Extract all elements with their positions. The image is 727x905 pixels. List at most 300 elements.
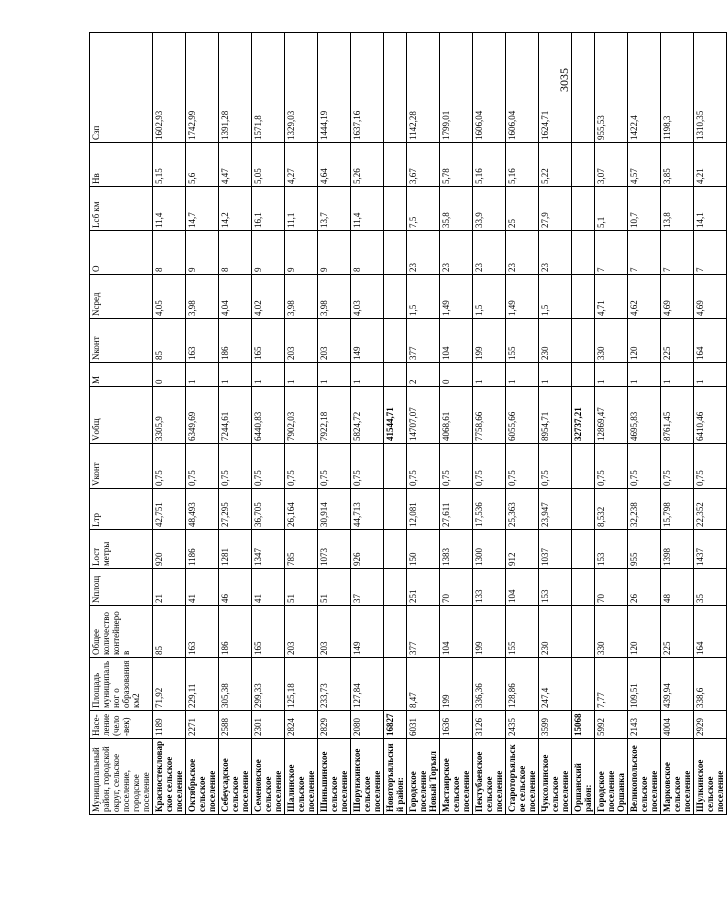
table-cell: 13,7: [318, 187, 351, 231]
table-cell: 26,164: [285, 489, 318, 530]
table-cell: 203: [318, 319, 351, 363]
table-cell: 21: [153, 569, 186, 606]
table-cell: 163: [186, 606, 219, 658]
table-cell: [384, 530, 407, 569]
table-cell: 155: [506, 606, 539, 658]
table-cell: 4,69: [694, 275, 727, 319]
row-name-cell: Чуксолинское сельское поселение: [539, 739, 572, 815]
table-cell: 153: [595, 530, 628, 569]
table-cell: [572, 363, 595, 387]
table-cell: 0,75: [285, 444, 318, 489]
table-row: [285, 33, 318, 815]
table-cell: 230: [539, 606, 572, 658]
table-cell: 2829: [318, 711, 351, 739]
table-cell: 3305,9: [153, 387, 186, 444]
table-cell: 3126: [473, 711, 506, 739]
table-cell: [572, 187, 595, 231]
table-cell: 8: [219, 231, 252, 275]
table-cell: 4004: [661, 711, 694, 739]
table-cell: 41: [252, 569, 285, 606]
table-cell: 32,238: [628, 489, 661, 530]
table-cell: 4,64: [318, 143, 351, 187]
table-cell: 1186: [186, 530, 219, 569]
table-cell: 22,352: [694, 489, 727, 530]
table-cell: 305,38: [219, 658, 252, 711]
table-cell: 109,51: [628, 658, 661, 711]
table-cell: 23: [407, 231, 440, 275]
table-cell: 203: [285, 606, 318, 658]
table-cell: 42,751: [153, 489, 186, 530]
table-cell: 5,16: [473, 143, 506, 187]
table-cell: 1: [219, 363, 252, 387]
table-cell: 12,081: [407, 489, 440, 530]
table-cell: 229,11: [186, 658, 219, 711]
table-cell: 1: [318, 363, 351, 387]
table-cell: 16827: [384, 711, 407, 739]
table-cell: 9: [252, 231, 285, 275]
table-cell: 1: [473, 363, 506, 387]
column-header: Nсред: [90, 275, 153, 319]
table-cell: 2: [407, 363, 440, 387]
table-header-row: [90, 33, 153, 815]
row-name-cell: Новоторъяльский район:: [384, 739, 407, 815]
table-body: [153, 33, 727, 815]
table-cell: 2824: [285, 711, 318, 739]
table-cell: 23: [473, 231, 506, 275]
table-cell: 336,36: [473, 658, 506, 711]
table-cell: 25: [506, 187, 539, 231]
table-cell: 11,1: [285, 187, 318, 231]
table-cell: 3,98: [318, 275, 351, 319]
table-cell: 10,7: [628, 187, 661, 231]
table-cell: 6440,83: [252, 387, 285, 444]
row-name-cell: Староторъяльское сельское поселение: [506, 739, 539, 815]
table-cell: 33,9: [473, 187, 506, 231]
table-cell: 9: [186, 231, 219, 275]
table-cell: 7: [661, 231, 694, 275]
table-cell: 85: [153, 319, 186, 363]
table-row: [539, 33, 572, 815]
table-cell: 6031: [407, 711, 440, 739]
row-name-cell: Красностекловарское сельское поселение: [153, 739, 186, 815]
table-cell: 4695,83: [628, 387, 661, 444]
table-cell: [384, 658, 407, 711]
table-cell: 1398: [661, 530, 694, 569]
table-cell: 165: [252, 319, 285, 363]
table-cell: 164: [694, 319, 727, 363]
table-cell: 1: [186, 363, 219, 387]
table-cell: 1: [285, 363, 318, 387]
table-cell: 23: [440, 231, 473, 275]
table-cell: 25,363: [506, 489, 539, 530]
table-cell: 149: [351, 606, 384, 658]
table-cell: 912: [506, 530, 539, 569]
table-cell: 186: [219, 319, 252, 363]
table-cell: 41544,71: [384, 387, 407, 444]
table-cell: 11,4: [153, 187, 186, 231]
table-cell: 4,69: [661, 275, 694, 319]
table-cell: 203: [285, 319, 318, 363]
table-cell: 299,33: [252, 658, 285, 711]
table-cell: 150: [407, 530, 440, 569]
row-name-cell: Шалинское сельское поселение: [285, 739, 318, 815]
table-cell: [384, 33, 407, 143]
table-cell: 1300: [473, 530, 506, 569]
table-cell: 3,07: [595, 143, 628, 187]
table-cell: 1422,4: [628, 33, 661, 143]
table-cell: 4,03: [351, 275, 384, 319]
table-cell: [384, 143, 407, 187]
table-cell: 2929: [694, 711, 727, 739]
table-cell: 3,85: [661, 143, 694, 187]
table-cell: 5,78: [440, 143, 473, 187]
row-name-cell: Мастаирское сельское поселение: [440, 739, 473, 815]
table-cell: 5,26: [351, 143, 384, 187]
table-cell: 1073: [318, 530, 351, 569]
table-cell: 1142,28: [407, 33, 440, 143]
table-cell: 6410,46: [694, 387, 727, 444]
table-cell: 0,75: [351, 444, 384, 489]
table-cell: 330: [595, 319, 628, 363]
table-cell: [384, 231, 407, 275]
table-cell: 5,6: [186, 143, 219, 187]
table-cell: 1: [351, 363, 384, 387]
table-cell: 920: [153, 530, 186, 569]
table-cell: 153: [539, 569, 572, 606]
table-cell: 9: [285, 231, 318, 275]
table-cell: 14,7: [186, 187, 219, 231]
table-cell: 164: [694, 606, 727, 658]
table-cell: 0,75: [252, 444, 285, 489]
table-cell: [572, 489, 595, 530]
table-cell: 70: [440, 569, 473, 606]
table-cell: 35: [694, 569, 727, 606]
table-cell: 6055,66: [506, 387, 539, 444]
table-cell: 23,947: [539, 489, 572, 530]
table-cell: 2143: [628, 711, 661, 739]
table-cell: 1: [252, 363, 285, 387]
table-cell: 0,75: [694, 444, 727, 489]
table-cell: 0,75: [506, 444, 539, 489]
column-header: Vобщ: [90, 387, 153, 444]
table-cell: 8761,45: [661, 387, 694, 444]
table-cell: 0,75: [186, 444, 219, 489]
table-cell: 3,67: [407, 143, 440, 187]
table-cell: 203: [318, 606, 351, 658]
table-cell: 7244,61: [219, 387, 252, 444]
table-row: [252, 33, 285, 815]
table-cell: 1310,35: [694, 33, 727, 143]
table-cell: 155: [506, 319, 539, 363]
table-cell: 36,705: [252, 489, 285, 530]
table-cell: 120: [628, 606, 661, 658]
table-cell: 0,75: [153, 444, 186, 489]
table-cell: 338,6: [694, 658, 727, 711]
column-header: Nплощ: [90, 569, 153, 606]
table-cell: 0,75: [661, 444, 694, 489]
data-table: [89, 32, 727, 815]
table-cell: 0: [440, 363, 473, 387]
row-name-cell: Октябрьское сельское поселение: [186, 739, 219, 815]
table-row: [661, 33, 694, 815]
table-cell: 12869,47: [595, 387, 628, 444]
table-cell: 7902,03: [285, 387, 318, 444]
table-cell: [384, 489, 407, 530]
table-cell: 23: [506, 231, 539, 275]
table-cell: 51: [285, 569, 318, 606]
table-cell: 2588: [219, 711, 252, 739]
page-number-text: 3035: [557, 68, 571, 92]
table-cell: 926: [351, 530, 384, 569]
row-name-cell: Себеусадское сельское поселение: [219, 739, 252, 815]
table-cell: 1383: [440, 530, 473, 569]
table-cell: 14,1: [694, 187, 727, 231]
table-cell: 1: [628, 363, 661, 387]
table-cell: 5,05: [252, 143, 285, 187]
table-cell: 1606,04: [473, 33, 506, 143]
table-cell: 104: [506, 569, 539, 606]
table-cell: 1742,99: [186, 33, 219, 143]
table-cell: 51: [318, 569, 351, 606]
table-cell: 7922,18: [318, 387, 351, 444]
table-cell: 1437: [694, 530, 727, 569]
table-cell: 377: [407, 606, 440, 658]
table-cell: 1189: [153, 711, 186, 739]
table-cell: 11,4: [351, 187, 384, 231]
table-cell: 2435: [506, 711, 539, 739]
table-row: [351, 33, 384, 815]
table-total-row: [384, 33, 407, 815]
table-cell: 27,9: [539, 187, 572, 231]
table-cell: 120: [628, 319, 661, 363]
table-cell: 230: [539, 319, 572, 363]
table-cell: 26: [628, 569, 661, 606]
table-cell: 8954,71: [539, 387, 572, 444]
table-cell: [384, 275, 407, 319]
table-cell: 0,75: [440, 444, 473, 489]
table-cell: 1: [694, 363, 727, 387]
row-name-cell: Городское поселение Оршанка: [595, 739, 628, 815]
table-cell: 1,5: [473, 275, 506, 319]
table-cell: 165: [252, 606, 285, 658]
table-cell: 1: [506, 363, 539, 387]
table-cell: 44,713: [351, 489, 384, 530]
table-cell: 0,75: [407, 444, 440, 489]
table-cell: 70: [595, 569, 628, 606]
table-cell: 7,77: [595, 658, 628, 711]
table-cell: 1: [661, 363, 694, 387]
table-cell: 35,8: [440, 187, 473, 231]
table-cell: [384, 444, 407, 489]
column-header: Vконт: [90, 444, 153, 489]
table-cell: 1637,16: [351, 33, 384, 143]
table-row: [473, 33, 506, 815]
row-name-cell: Семеновское сельское поселение: [252, 739, 285, 815]
table-cell: 8: [153, 231, 186, 275]
table-cell: [384, 319, 407, 363]
table-row: [318, 33, 351, 815]
table-cell: 1281: [219, 530, 252, 569]
table-cell: 0,75: [628, 444, 661, 489]
table-cell: 233,73: [318, 658, 351, 711]
table-cell: 17,536: [473, 489, 506, 530]
table-cell: 27,295: [219, 489, 252, 530]
table-row: [153, 33, 186, 815]
column-header: Сзп: [90, 33, 153, 143]
table-cell: 128,86: [506, 658, 539, 711]
table-cell: 6349,69: [186, 387, 219, 444]
table-cell: 0,75: [473, 444, 506, 489]
table-cell: 199: [473, 606, 506, 658]
table-cell: 8: [351, 231, 384, 275]
row-name-cell: Оршанский район:: [572, 739, 595, 815]
table-cell: 14,2: [219, 187, 252, 231]
table-cell: 2271: [186, 711, 219, 739]
table-cell: 1444,19: [318, 33, 351, 143]
table-cell: 1602,93: [153, 33, 186, 143]
table-cell: 32737,21: [572, 387, 595, 444]
row-name-cell: Шорунжинское сельское поселение: [351, 739, 384, 815]
table-cell: 186: [219, 606, 252, 658]
table-cell: 5824,72: [351, 387, 384, 444]
table-row: [407, 33, 440, 815]
table-cell: 1347: [252, 530, 285, 569]
table-cell: 7: [595, 231, 628, 275]
table-cell: [572, 275, 595, 319]
table-cell: 5992: [595, 711, 628, 739]
table-cell: 251: [407, 569, 440, 606]
table-cell: [572, 658, 595, 711]
table-cell: 4,71: [595, 275, 628, 319]
table-cell: 1198,3: [661, 33, 694, 143]
row-name-cell: Шиньшинское сельское поселение: [318, 739, 351, 815]
row-name-cell: Пектубаевское сельское поселение: [473, 739, 506, 815]
column-header: Hв: [90, 143, 153, 187]
column-header: Насе-ление (чело-век): [90, 711, 153, 739]
table-cell: 5,15: [153, 143, 186, 187]
table-cell: 41: [186, 569, 219, 606]
table-cell: 1799,01: [440, 33, 473, 143]
table-total-row: [572, 33, 595, 815]
column-header: Общее количество контейнеров: [90, 606, 153, 658]
table-cell: 4,47: [219, 143, 252, 187]
column-header: Nконт: [90, 319, 153, 363]
table-cell: [572, 33, 595, 143]
table-cell: 1,49: [506, 275, 539, 319]
table-cell: 30,914: [318, 489, 351, 530]
table-cell: [572, 319, 595, 363]
table-cell: 7: [694, 231, 727, 275]
table-row: [219, 33, 252, 815]
table-cell: 0,75: [595, 444, 628, 489]
table-cell: 0,75: [318, 444, 351, 489]
table-cell: 955: [628, 530, 661, 569]
table-cell: 8,532: [595, 489, 628, 530]
table-cell: 3,98: [186, 275, 219, 319]
table-cell: 225: [661, 319, 694, 363]
table-cell: [384, 569, 407, 606]
table-cell: 133: [473, 569, 506, 606]
table-cell: 1: [595, 363, 628, 387]
table-cell: 1: [539, 363, 572, 387]
table-cell: 1571,8: [252, 33, 285, 143]
row-name-cell: Марковское сельское поселение: [661, 739, 694, 815]
table-cell: 955,53: [595, 33, 628, 143]
table-cell: 1606,04: [506, 33, 539, 143]
table-cell: 48: [661, 569, 694, 606]
table-cell: 4,04: [219, 275, 252, 319]
table-cell: 104: [440, 606, 473, 658]
table-cell: 1,5: [539, 275, 572, 319]
table-cell: 1636: [440, 711, 473, 739]
table-cell: 7758,66: [473, 387, 506, 444]
table-row: [506, 33, 539, 815]
table-cell: 3599: [539, 711, 572, 739]
column-header: O: [90, 231, 153, 275]
row-name-cell: Шулкинское сельское поселение: [694, 739, 727, 815]
table-row: [694, 33, 727, 815]
table-cell: 16,1: [252, 187, 285, 231]
table-cell: 439,94: [661, 658, 694, 711]
table-cell: 4,02: [252, 275, 285, 319]
table-cell: 4,05: [153, 275, 186, 319]
table-cell: 85: [153, 606, 186, 658]
table-cell: 199: [473, 319, 506, 363]
column-header: Lтр: [90, 489, 153, 530]
table-cell: 1624,71: [539, 33, 572, 143]
table-cell: 1037: [539, 530, 572, 569]
table-cell: 163: [186, 319, 219, 363]
column-header: M: [90, 363, 153, 387]
table-cell: 4,27: [285, 143, 318, 187]
column-header: Lсб км: [90, 187, 153, 231]
table-cell: 15,798: [661, 489, 694, 530]
table-cell: 71,92: [153, 658, 186, 711]
table-cell: 104: [440, 319, 473, 363]
column-header: Муниципальный район, городской округ, сельское поселение, городское поселение: [90, 739, 153, 815]
table-cell: 9: [318, 231, 351, 275]
table-cell: 37: [351, 569, 384, 606]
table-cell: 4068,61: [440, 387, 473, 444]
table-cell: 0,75: [539, 444, 572, 489]
table-cell: 2301: [252, 711, 285, 739]
table-cell: [384, 606, 407, 658]
table-cell: 3,98: [285, 275, 318, 319]
table-row: [595, 33, 628, 815]
row-name-cell: Великопольское сельское поселение: [628, 739, 661, 815]
table-cell: [572, 444, 595, 489]
table-cell: [572, 143, 595, 187]
table-cell: [572, 530, 595, 569]
table-cell: 0,75: [219, 444, 252, 489]
table-cell: 225: [661, 606, 694, 658]
table-cell: 23: [539, 231, 572, 275]
table-cell: 4,57: [628, 143, 661, 187]
table-cell: 785: [285, 530, 318, 569]
table-cell: 4,62: [628, 275, 661, 319]
table-cell: [572, 231, 595, 275]
table-cell: 15068: [572, 711, 595, 739]
table-cell: 13,8: [661, 187, 694, 231]
table-cell: 7: [628, 231, 661, 275]
table-row: [186, 33, 219, 815]
table-cell: [572, 569, 595, 606]
table-cell: 46: [219, 569, 252, 606]
table-cell: [572, 606, 595, 658]
table-cell: 2080: [351, 711, 384, 739]
column-header: Площадь муниципальног о образования км2: [90, 658, 153, 711]
table-cell: 149: [351, 319, 384, 363]
